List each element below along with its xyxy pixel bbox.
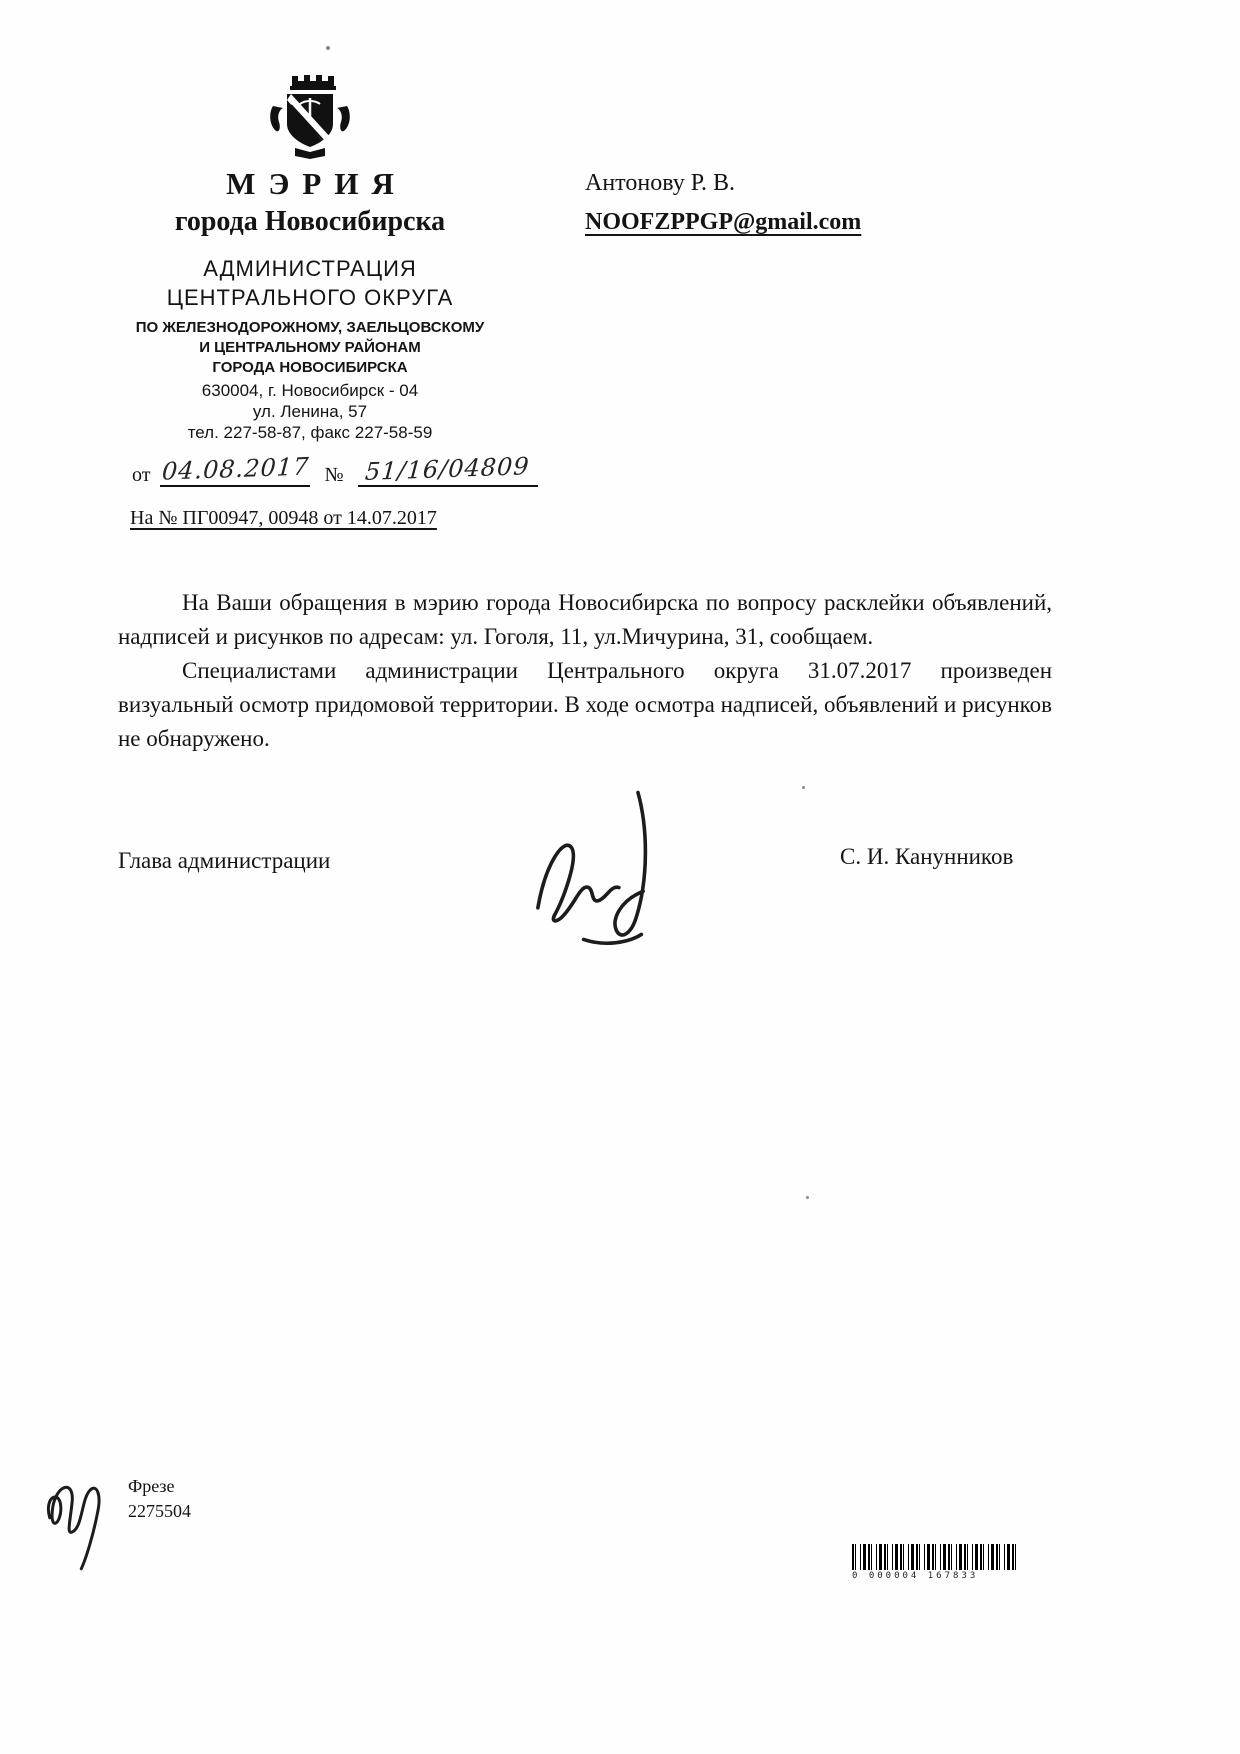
footer-ink-scribble bbox=[32, 1457, 139, 1578]
letter-body bbox=[118, 586, 1052, 756]
scan-speck bbox=[806, 1196, 809, 1199]
phone-line: тел. 227-58-87, факс 227-58-59 bbox=[187, 423, 433, 442]
districts-line2: И ЦЕНТРАЛЬНОМУ РАЙОНАМ bbox=[199, 339, 421, 356]
address-block bbox=[118, 380, 502, 443]
number-blank bbox=[358, 452, 538, 487]
reply-to-reference: На № ПГ00947, 00948 от 14.07.2017 bbox=[130, 507, 437, 529]
date-blank bbox=[160, 452, 311, 487]
address-line1: 630004, г. Новосибирск - 04 bbox=[201, 381, 419, 400]
recipient-name: Антонову Р. В. bbox=[585, 170, 736, 196]
address-line2: ул. Ленина, 57 bbox=[252, 402, 368, 421]
division-line2: ЦЕНТРАЛЬНОГО ОКРУГА bbox=[166, 285, 454, 310]
handwritten-number: 51/16/04809 bbox=[364, 452, 531, 486]
division-name bbox=[118, 254, 502, 312]
from-label: от bbox=[132, 464, 151, 486]
executor-name: Фрезе bbox=[128, 1476, 175, 1496]
recipient-block bbox=[585, 170, 861, 236]
novosibirsk-coat-of-arms-icon bbox=[267, 72, 353, 160]
districts-line3: ГОРОДА НОВОСИБИРСКА bbox=[212, 359, 408, 376]
executor-phone: 2275504 bbox=[128, 1501, 191, 1521]
letterhead bbox=[118, 72, 502, 443]
signer-title: Глава администрации bbox=[118, 848, 331, 873]
body-paragraph-1: На Ваши обращения в мэрию города Новосибирска по вопросу расклейки объявлений, надписей и рисунков по адресам: ул. Гоголя, 11, ул.Мичурина, 31, сообщаем. bbox=[118, 590, 1052, 649]
recipient-email: NOOFZPPGP@gmail.com bbox=[585, 209, 862, 235]
barcode-block bbox=[852, 1544, 1022, 1581]
outgoing-reference-line bbox=[132, 452, 538, 487]
districts-block bbox=[118, 318, 502, 378]
executor-block bbox=[128, 1474, 191, 1524]
handwritten-date: 04.08.2017 bbox=[160, 452, 311, 486]
districts-line1: ПО ЖЕЛЕЗНОДОРОЖНОМУ, ЗАЕЛЬЦОВСКОМУ bbox=[135, 319, 485, 336]
org-name-line1: МЭРИЯ bbox=[226, 166, 407, 201]
org-name-line2: города Новосибирска bbox=[174, 206, 446, 237]
handwritten-signature bbox=[516, 783, 704, 957]
number-label: № bbox=[324, 464, 344, 486]
body-paragraph-2: Специалистами администрации Центрального округа 31.07.2017 произведен визуальный осмотр придомовой территории. В ходе осмотра надписей, объявлений и рисунков не обнаружено. bbox=[118, 658, 1052, 751]
division-line1: АДМИНИСТРАЦИЯ bbox=[203, 256, 417, 281]
signer-name: С. И. Канунников bbox=[840, 844, 1014, 869]
scan-speck bbox=[326, 46, 330, 50]
barcode-icon bbox=[852, 1544, 1020, 1570]
barcode-digits: 0 000004 167833 bbox=[852, 1571, 979, 1581]
scan-speck bbox=[802, 786, 805, 789]
